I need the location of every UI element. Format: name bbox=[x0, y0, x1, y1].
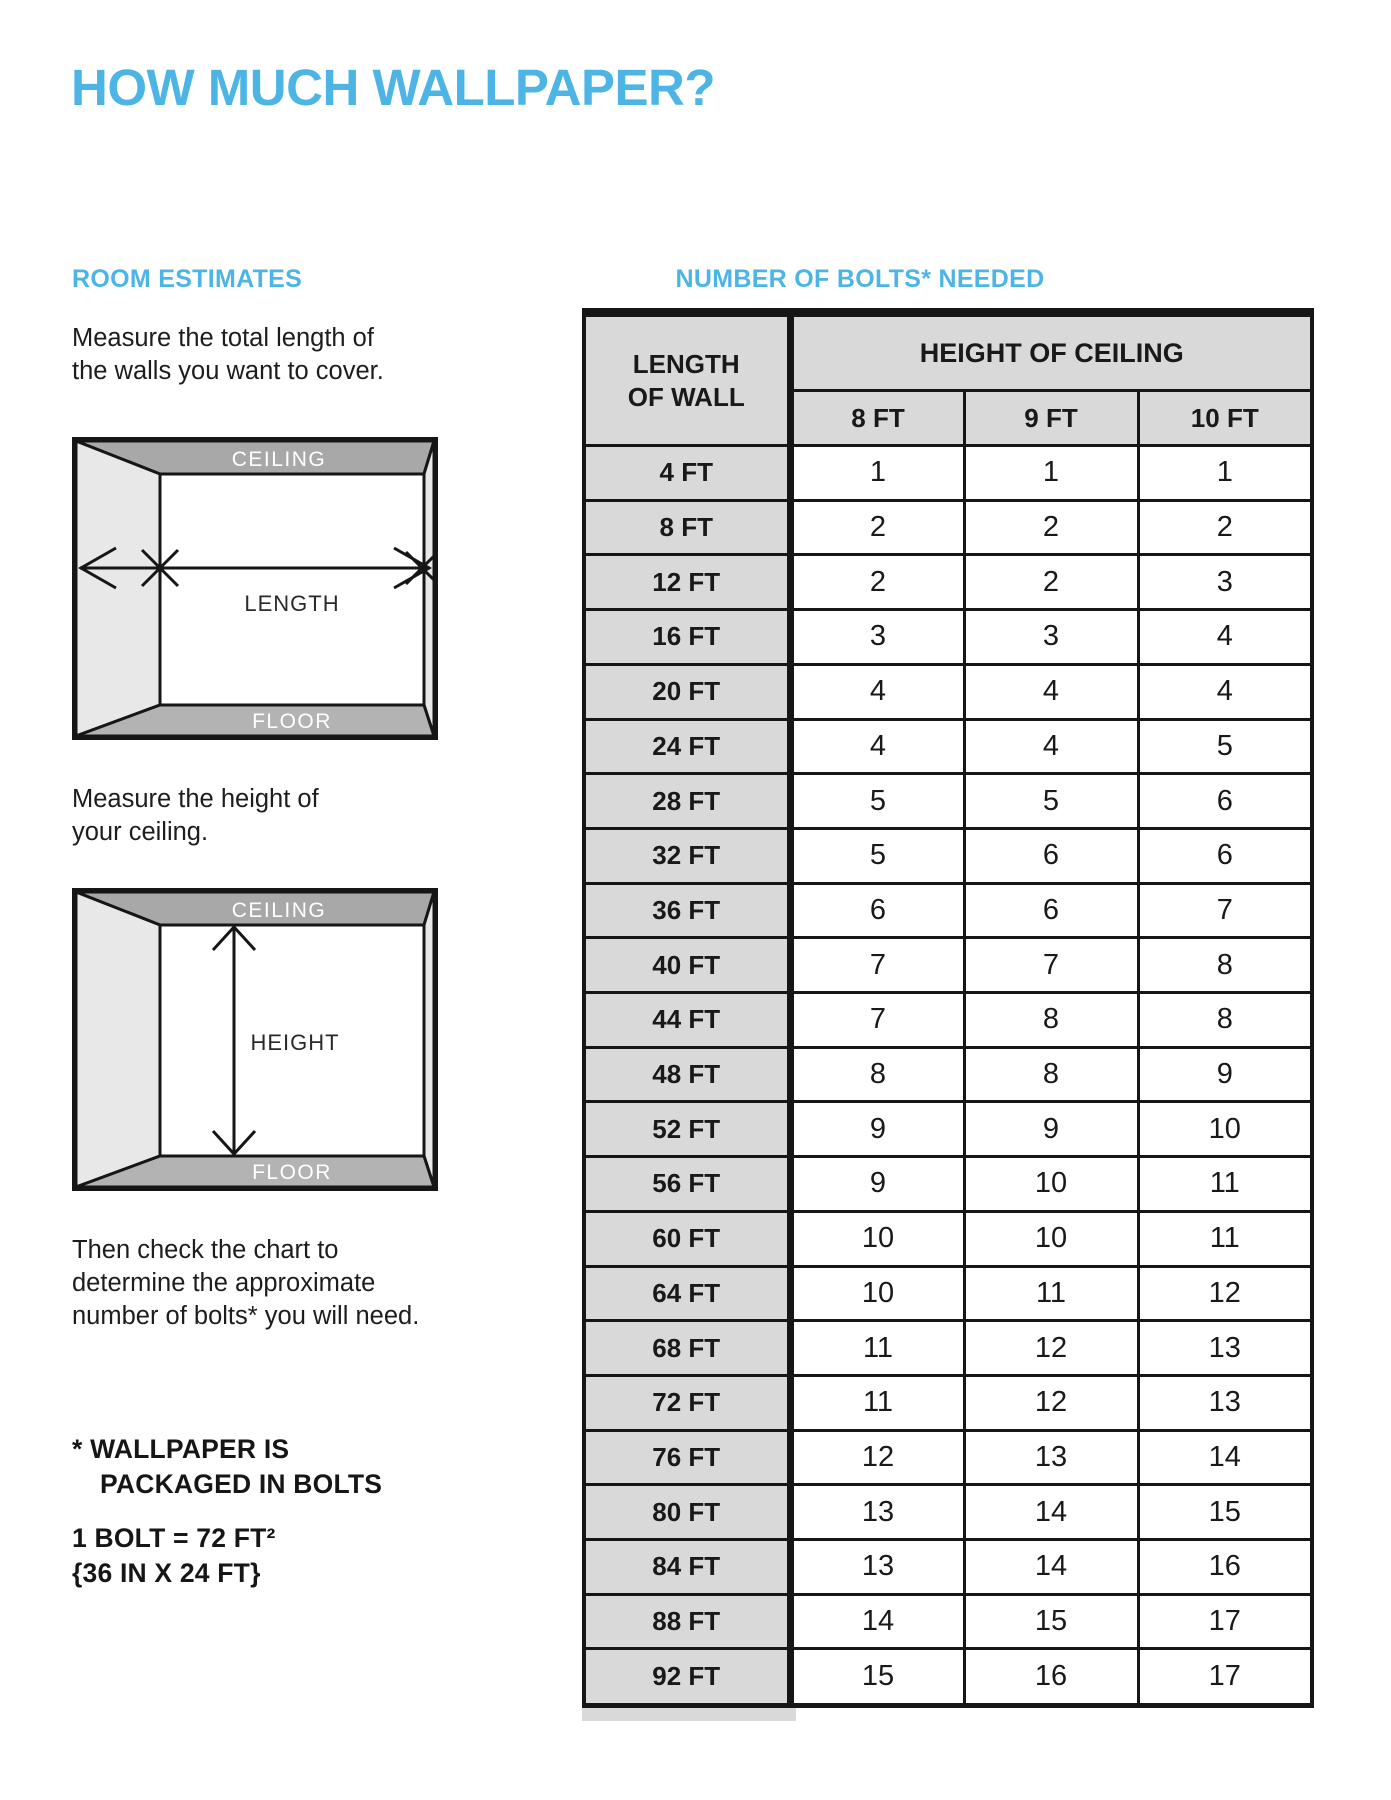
bolt-count-cell: 4 bbox=[790, 719, 964, 774]
instruction-check-chart bbox=[72, 1234, 419, 1333]
bolt-count-cell: 10 bbox=[790, 1266, 964, 1321]
bolts-table bbox=[582, 308, 1314, 1708]
table-row bbox=[584, 1047, 1312, 1102]
table-row bbox=[584, 719, 1312, 774]
bolt-definition bbox=[72, 1521, 276, 1591]
wall-length-cell: 52 FT bbox=[584, 1102, 790, 1157]
bolt-count-cell: 4 bbox=[964, 664, 1138, 719]
bolt-count-cell: 5 bbox=[790, 774, 964, 829]
bolt-count-cell: 2 bbox=[964, 500, 1138, 555]
bolt-count-cell: 4 bbox=[790, 664, 964, 719]
row-axis-label-line: LENGTH bbox=[632, 348, 740, 379]
bolt-count-cell: 11 bbox=[790, 1321, 964, 1376]
bolt-count-cell: 12 bbox=[964, 1375, 1138, 1430]
ceiling-label: CEILING bbox=[231, 899, 327, 922]
bolt-count-cell: 2 bbox=[790, 500, 964, 555]
wall-length-cell: 48 FT bbox=[584, 1047, 790, 1102]
bolt-count-cell: 17 bbox=[1138, 1594, 1312, 1649]
bolt-count-cell: 12 bbox=[964, 1321, 1138, 1376]
bolt-count-cell: 1 bbox=[790, 446, 964, 501]
left-wall-surface bbox=[76, 441, 160, 736]
wall-length-cell: 32 FT bbox=[584, 828, 790, 883]
bolt-count-cell: 2 bbox=[964, 555, 1138, 610]
bolt-count-cell: 12 bbox=[790, 1430, 964, 1485]
bolt-count-cell: 4 bbox=[1138, 610, 1312, 665]
table-header-row bbox=[584, 313, 1312, 391]
section-heading-bolts-needed: NUMBER OF BOLTS* NEEDED bbox=[675, 265, 1045, 293]
table-row bbox=[584, 883, 1312, 938]
instruction-line: Then check the chart to bbox=[72, 1236, 339, 1264]
length-label: LENGTH bbox=[244, 591, 340, 616]
bolt-count-cell: 10 bbox=[790, 1211, 964, 1266]
bolt-count-cell: 6 bbox=[1138, 828, 1312, 883]
table-row bbox=[584, 610, 1312, 665]
back-wall-surface bbox=[160, 474, 424, 705]
row-axis-header bbox=[584, 313, 790, 446]
bolt-count-cell: 11 bbox=[1138, 1157, 1312, 1212]
table-row bbox=[584, 993, 1312, 1048]
bolt-count-cell: 14 bbox=[1138, 1430, 1312, 1485]
ceiling-label: CEILING bbox=[231, 448, 327, 471]
table-row bbox=[584, 1540, 1312, 1595]
wallpaper-bolts-footnote bbox=[72, 1432, 382, 1502]
bolt-count-cell: 13 bbox=[1138, 1321, 1312, 1376]
wall-length-cell: 84 FT bbox=[584, 1540, 790, 1595]
table-row bbox=[584, 1102, 1312, 1157]
instruction-measure-length bbox=[72, 322, 384, 388]
table-row bbox=[584, 1321, 1312, 1376]
table-row bbox=[584, 446, 1312, 501]
table-row bbox=[584, 1157, 1312, 1212]
table-row bbox=[584, 828, 1312, 883]
wall-length-cell: 76 FT bbox=[584, 1430, 790, 1485]
instruction-measure-height bbox=[72, 783, 319, 849]
bolt-count-cell: 14 bbox=[964, 1540, 1138, 1595]
wall-length-cell: 68 FT bbox=[584, 1321, 790, 1376]
bolt-count-cell: 16 bbox=[964, 1649, 1138, 1706]
bolt-count-cell: 16 bbox=[1138, 1540, 1312, 1595]
instruction-line: Measure the total length of bbox=[72, 324, 374, 352]
footnote-line: PACKAGED IN BOLTS bbox=[100, 1469, 383, 1499]
bolt-count-cell: 11 bbox=[790, 1375, 964, 1430]
bolt-definition-line: {36 IN X 24 FT} bbox=[72, 1558, 261, 1588]
bolt-count-cell: 17 bbox=[1138, 1649, 1312, 1706]
table-row bbox=[584, 938, 1312, 993]
bolt-count-cell: 10 bbox=[1138, 1102, 1312, 1157]
wall-length-cell: 12 FT bbox=[584, 555, 790, 610]
bolt-count-cell: 7 bbox=[964, 938, 1138, 993]
floor-label: FLOOR bbox=[252, 1161, 332, 1184]
wall-length-cell: 64 FT bbox=[584, 1266, 790, 1321]
bolt-count-cell: 14 bbox=[790, 1594, 964, 1649]
page-title: HOW MUCH WALLPAPER? bbox=[71, 59, 715, 116]
wall-length-cell: 80 FT bbox=[584, 1485, 790, 1540]
bolt-count-cell: 5 bbox=[1138, 719, 1312, 774]
length-diagram bbox=[72, 437, 438, 740]
wall-length-cell: 24 FT bbox=[584, 719, 790, 774]
bolt-count-cell: 2 bbox=[1138, 500, 1312, 555]
table-row bbox=[584, 774, 1312, 829]
table-row bbox=[584, 1375, 1312, 1430]
bolt-count-cell: 8 bbox=[964, 1047, 1138, 1102]
left-wall-surface bbox=[76, 892, 160, 1187]
bolt-count-cell: 4 bbox=[1138, 664, 1312, 719]
bolt-count-cell: 6 bbox=[964, 883, 1138, 938]
bolt-count-cell: 15 bbox=[964, 1594, 1138, 1649]
bolt-count-cell: 5 bbox=[790, 828, 964, 883]
footnote-line: * WALLPAPER IS bbox=[72, 1434, 290, 1464]
bolt-count-cell: 7 bbox=[790, 938, 964, 993]
table-row bbox=[584, 1649, 1312, 1706]
bolt-count-cell: 1 bbox=[1138, 446, 1312, 501]
table-row bbox=[584, 1594, 1312, 1649]
height-diagram bbox=[72, 888, 438, 1191]
wall-length-cell: 72 FT bbox=[584, 1375, 790, 1430]
row-axis-label-line: OF WALL bbox=[627, 381, 745, 412]
bolt-count-cell: 9 bbox=[964, 1102, 1138, 1157]
wall-length-cell: 28 FT bbox=[584, 774, 790, 829]
bolt-count-cell: 14 bbox=[964, 1485, 1138, 1540]
col-group-header: HEIGHT OF CEILING bbox=[790, 313, 1312, 391]
bolt-count-cell: 12 bbox=[1138, 1266, 1312, 1321]
wall-length-cell: 20 FT bbox=[584, 664, 790, 719]
bolt-count-cell: 6 bbox=[1138, 774, 1312, 829]
floor-label: FLOOR bbox=[252, 710, 332, 733]
bolt-count-cell: 8 bbox=[964, 993, 1138, 1048]
section-heading-room-estimates: ROOM ESTIMATES bbox=[72, 265, 303, 293]
bolt-count-cell: 10 bbox=[964, 1211, 1138, 1266]
bolt-count-cell: 9 bbox=[790, 1157, 964, 1212]
wall-length-cell: 36 FT bbox=[584, 883, 790, 938]
bolt-count-cell: 13 bbox=[964, 1430, 1138, 1485]
bolt-count-cell: 7 bbox=[790, 993, 964, 1048]
table-row bbox=[584, 500, 1312, 555]
bolt-count-cell: 15 bbox=[1138, 1485, 1312, 1540]
wall-length-cell: 8 FT bbox=[584, 500, 790, 555]
wall-length-cell: 40 FT bbox=[584, 938, 790, 993]
col-header-9ft: 9 FT bbox=[964, 391, 1138, 446]
bolt-count-cell: 13 bbox=[790, 1540, 964, 1595]
col-header-8ft: 8 FT bbox=[790, 391, 964, 446]
bolt-count-cell: 10 bbox=[964, 1157, 1138, 1212]
bolt-count-cell: 6 bbox=[790, 883, 964, 938]
wall-length-cell: 16 FT bbox=[584, 610, 790, 665]
instruction-line: determine the approximate bbox=[72, 1269, 376, 1297]
col-header-10ft: 10 FT bbox=[1138, 391, 1312, 446]
table-row bbox=[584, 555, 1312, 610]
instruction-line: number of bolts* you will need. bbox=[72, 1302, 420, 1330]
wall-length-cell: 88 FT bbox=[584, 1594, 790, 1649]
bolt-count-cell: 4 bbox=[964, 719, 1138, 774]
bolt-count-cell: 5 bbox=[964, 774, 1138, 829]
wall-length-cell: 56 FT bbox=[584, 1157, 790, 1212]
bolt-count-cell: 1 bbox=[964, 446, 1138, 501]
bolt-count-cell: 13 bbox=[1138, 1375, 1312, 1430]
bolt-count-cell: 7 bbox=[1138, 883, 1312, 938]
wall-length-cell: 92 FT bbox=[584, 1649, 790, 1706]
table-row bbox=[584, 1430, 1312, 1485]
bolts-table-body bbox=[584, 446, 1312, 1706]
bolt-count-cell: 6 bbox=[964, 828, 1138, 883]
bolt-definition-line: 1 BOLT = 72 FT² bbox=[72, 1523, 276, 1553]
table-row bbox=[584, 1266, 1312, 1321]
bolt-count-cell: 13 bbox=[790, 1485, 964, 1540]
instruction-line: the walls you want to cover. bbox=[72, 357, 384, 385]
table-row bbox=[584, 1485, 1312, 1540]
wall-length-cell: 60 FT bbox=[584, 1211, 790, 1266]
bolt-count-cell: 8 bbox=[1138, 938, 1312, 993]
bolt-count-cell: 8 bbox=[1138, 993, 1312, 1048]
wall-length-cell: 44 FT bbox=[584, 993, 790, 1048]
wall-length-cell: 4 FT bbox=[584, 446, 790, 501]
instruction-line: Measure the height of bbox=[72, 785, 319, 813]
bolt-count-cell: 9 bbox=[1138, 1047, 1312, 1102]
bolt-count-cell: 2 bbox=[790, 555, 964, 610]
bolt-count-cell: 11 bbox=[964, 1266, 1138, 1321]
bolt-count-cell: 11 bbox=[1138, 1211, 1312, 1266]
table-row bbox=[584, 664, 1312, 719]
height-label: HEIGHT bbox=[250, 1030, 340, 1055]
bolt-count-cell: 15 bbox=[790, 1649, 964, 1706]
bolt-count-cell: 3 bbox=[790, 610, 964, 665]
bolt-count-cell: 8 bbox=[790, 1047, 964, 1102]
bolt-count-cell: 3 bbox=[1138, 555, 1312, 610]
bolt-count-cell: 3 bbox=[964, 610, 1138, 665]
table-row bbox=[584, 1211, 1312, 1266]
instruction-line: your ceiling. bbox=[72, 818, 209, 846]
bolt-count-cell: 9 bbox=[790, 1102, 964, 1157]
